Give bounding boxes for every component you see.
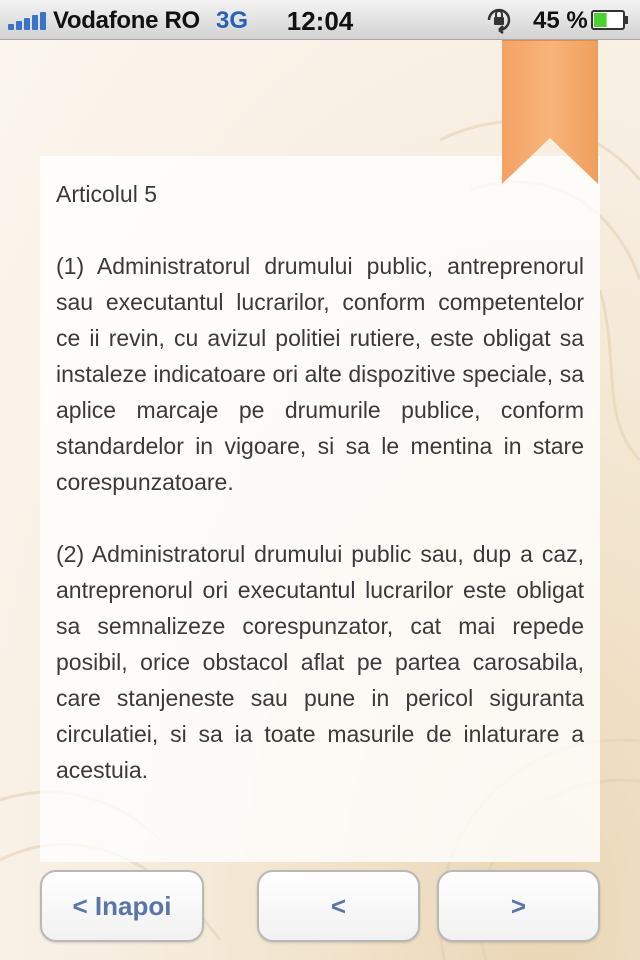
article-paragraph-1: (1) Administratorul drumului public, antreprenorul sau executantul lucrarilor, conform competentelor ce ii revin, cu avizul politiei rutiere, este obligat sa instaleze indicatoare ori alte dispozitive speciale, sa aplice marcaje pe drumurile publice, conform standardelor in vigoare, si sa le mentina in stare corespunzatoare. (56, 253, 584, 495)
previous-article-button[interactable]: < (257, 870, 420, 942)
next-article-button[interactable]: > (437, 870, 600, 942)
rotation-lock-icon (481, 6, 517, 34)
battery-icon (591, 10, 629, 30)
article-title: Articolul 5 (56, 181, 157, 207)
status-bar (0, 0, 640, 40)
bookmark-ribbon-icon[interactable] (500, 40, 600, 186)
back-button[interactable]: < Inapoi (40, 870, 204, 942)
article-paragraph-2: (2) Administratorul drumului public sau, dup a caz, antreprenorul ori executantul lucrarilor este obligat sa semnalizeze corespunzator, cat mai repede posibil, orice obstacol aflat pe partea carosabila, care stanjeneste sau pune in pericol siguranta circulatiei, si sa ia toate masurile de inlaturare a acestuia. (56, 541, 584, 783)
battery-percent: 45 % (533, 7, 588, 34)
carrier-name: Vodafone RO (53, 7, 200, 34)
status-time: 12:04 (286, 6, 354, 36)
article-panel (40, 156, 600, 862)
network-type: 3G (216, 7, 249, 34)
